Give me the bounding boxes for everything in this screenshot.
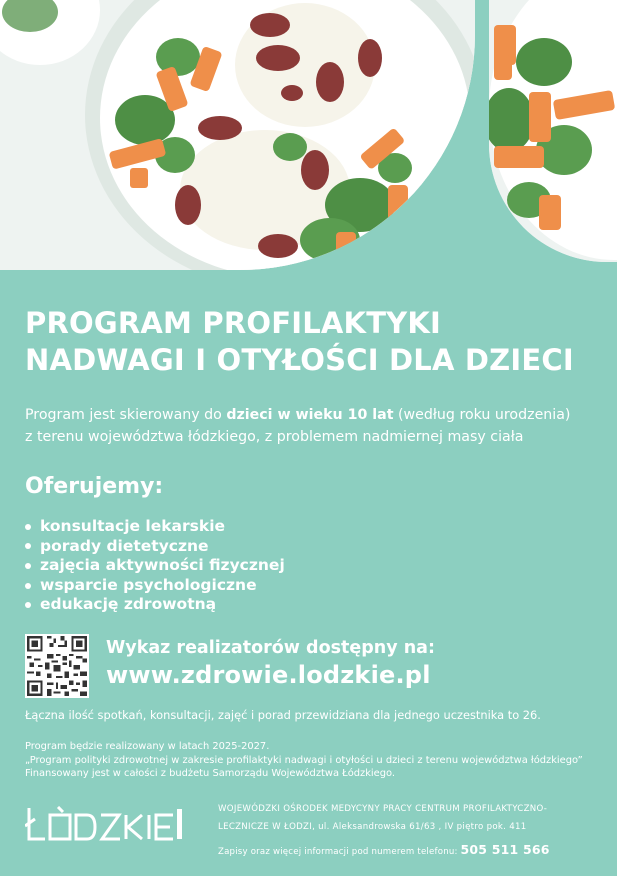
- institution-info: [218, 800, 547, 836]
- lodzkie-logo-icon: [25, 806, 183, 842]
- list-item: zajęcia aktywności fizycznej: [25, 556, 285, 576]
- page-title: [25, 305, 574, 379]
- list-item: edukację zdrowotną: [25, 595, 285, 615]
- list-item: wsparcie psychologiczne: [25, 576, 285, 596]
- intro-part-1: Program jest skierowany do: [25, 407, 227, 423]
- institution-line-1: WOJEWÓDZKI OŚRODEK MEDYCYNY PRACY CENTRUM PROFILAKTYCZNO-: [218, 804, 548, 814]
- signup-phone: [218, 842, 550, 857]
- intro-part-2: (według roku urodzenia): [393, 407, 571, 423]
- bullet-icon: [25, 602, 31, 608]
- intro-line-2: z terenu województwa łódzkiego, z problemem nadmiernej masy ciała: [25, 429, 524, 445]
- food-plate-icon: [489, 0, 617, 262]
- offer-list: [25, 517, 285, 615]
- realizators-link[interactable]: www.zdrowie.lodzkie.pl: [106, 661, 431, 689]
- bullet-icon: [25, 543, 31, 549]
- realizators-heading: Wykaz realizatorów dostępny na:: [106, 638, 435, 658]
- list-item: porady dietetyczne: [25, 537, 285, 557]
- food-photo: [0, 0, 617, 275]
- phone-prefix: Zapisy oraz więcej informacji pod numerem telefonu:: [218, 847, 461, 857]
- list-item: konsultacje lekarskie: [25, 517, 285, 537]
- program-info: [25, 740, 583, 781]
- intro-line-1: [25, 404, 605, 426]
- title-line-2: NADWAGI I OTYŁOŚCI DLA DZIECI: [25, 343, 574, 377]
- bullet-icon: [25, 563, 31, 569]
- title-line-1: PROGRAM PROFILAKTYKI: [25, 306, 442, 340]
- program-intro: [25, 404, 605, 448]
- meetings-info: Łączna ilość spotkań, konsultacji, zajęć i porad przewidziana dla jednego uczestnika to 26.: [25, 708, 541, 722]
- program-years: Program będzie realizowany w latach 2025-2027.: [25, 741, 270, 752]
- program-funding: Finansowany jest w całości z budżetu Samorządu Województwa Łódzkiego.: [25, 768, 396, 779]
- offer-heading: Oferujemy:: [25, 474, 164, 499]
- phone-number[interactable]: 505 511 566: [460, 842, 550, 857]
- bullet-icon: [25, 583, 31, 589]
- food-plate-icon: [0, 0, 475, 270]
- institution-line-2: LECZNICZE W ŁODZI, ul. Aleksandrowska 61/63 , IV piętro pok. 411: [218, 822, 527, 832]
- program-name: „Program polityki zdrowotnej w zakresie profilaktyki nadwagi i otyłości u dzieci z terenu województwa łódzkiego”: [25, 754, 583, 766]
- bullet-icon: [25, 524, 31, 530]
- qr-code-icon[interactable]: [25, 634, 89, 698]
- intro-target-age: dzieci w wieku 10 lat: [226, 407, 394, 423]
